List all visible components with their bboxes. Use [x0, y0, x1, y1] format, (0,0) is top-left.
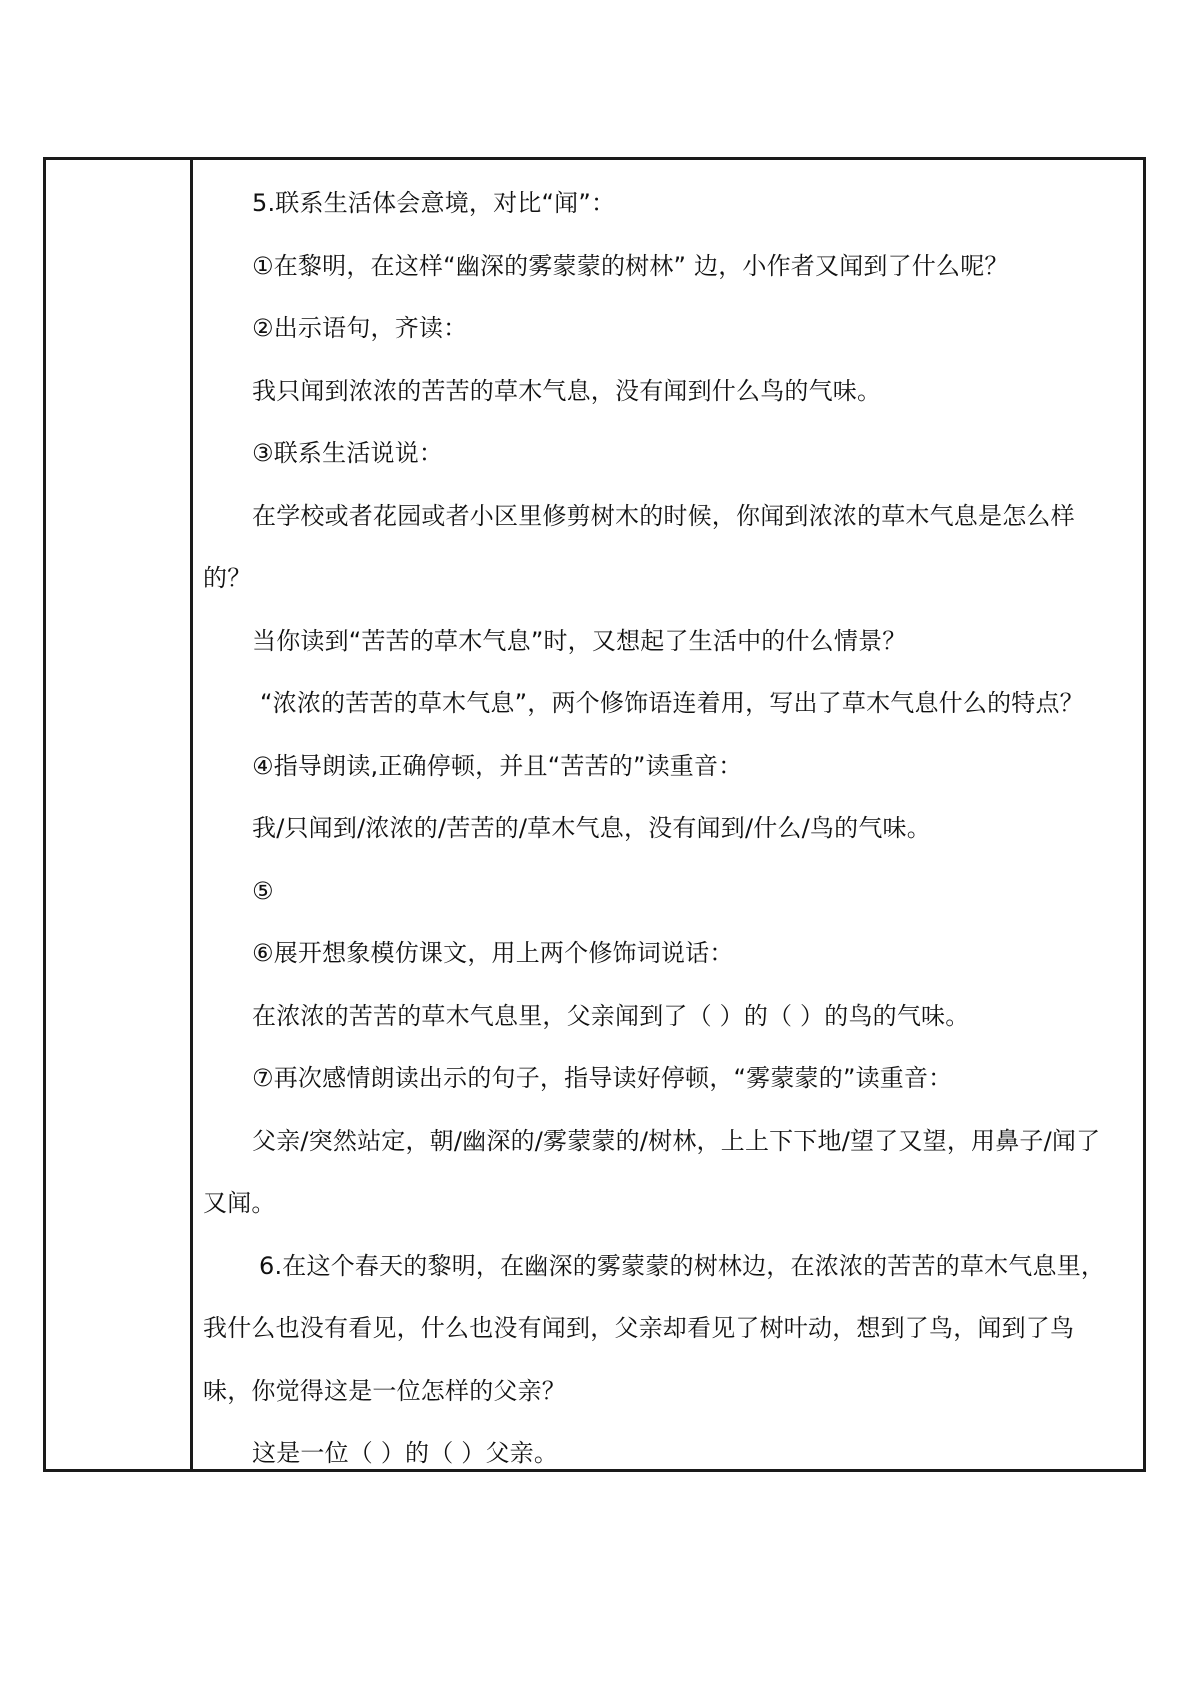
question-7: ⑦再次感情朗读出示的句子，指导读好停顿，“雾蒙蒙的”读重音： [252, 1064, 953, 1092]
left-cell [46, 160, 193, 1469]
step-5-heading: 5.联系生活体会意境，对比“闻”： [252, 189, 616, 217]
question-5: ⑤ [252, 876, 274, 905]
reading-pauses: 我/只闻到/浓浓的/苦苦的/草木气息，没有闻到/什么/鸟的气味。 [252, 814, 931, 842]
question-6: ⑥展开想象模仿课文，用上两个修饰词说话： [252, 939, 734, 967]
question-2: ②出示语句，齐读： [252, 314, 468, 342]
lesson-content [193, 160, 1143, 1469]
question-4: ④指导朗读,正确停顿，并且“苦苦的”读重音： [252, 751, 743, 780]
prompt-line: 在学校或者花园或者小区里修剪树木的时候，你闻到浓浓的草木气息是怎么样 [252, 501, 1075, 530]
reading-pauses-cont: 又闻。 [203, 1189, 276, 1217]
step-6-text: 我什么也没有看见，什么也没有闻到，父亲却看见了树叶动，想到了鸟，闻到了鸟 [203, 1314, 1075, 1342]
step-6-heading: 6.在这个春天的黎明，在幽深的雾蒙蒙的树林边，在浓浓的苦苦的草木气息里， [259, 1251, 1106, 1280]
prompt-line: “浓浓的苦苦的草木气息”，两个修饰语连着用，写出了草木气息什么的特点？ [260, 689, 1084, 717]
question-1: ①在黎明，在这样“幽深的雾蒙蒙的树林” 边，小作者又闻到了什么呢？ [252, 251, 1009, 280]
reading-pauses: 父亲/突然站定，朝/幽深的/雾蒙蒙的/树林，上上下下地/望了又望，用鼻子/闻了 [252, 1126, 1101, 1155]
step-6-text-cont: 味，你觉得这是一位怎样的父亲？ [203, 1376, 566, 1405]
lesson-table [43, 157, 1146, 1472]
question-3: ③联系生活说说： [252, 439, 444, 467]
fill-in-sentence: 在浓浓的苦苦的草木气息里，父亲闻到了（ ）的（ ）的鸟的气味。 [252, 1001, 970, 1030]
prompt-line: 当你读到“苦苦的草木气息”时，又想起了生活中的什么情景？ [252, 626, 907, 655]
quoted-sentence: 我只闻到浓浓的苦苦的草木气息，没有闻到什么鸟的气味。 [252, 376, 882, 405]
prompt-line-cont: 的？ [203, 564, 252, 592]
fill-in-sentence: 这是一位（ ）的（ ）父亲。 [252, 1439, 559, 1467]
